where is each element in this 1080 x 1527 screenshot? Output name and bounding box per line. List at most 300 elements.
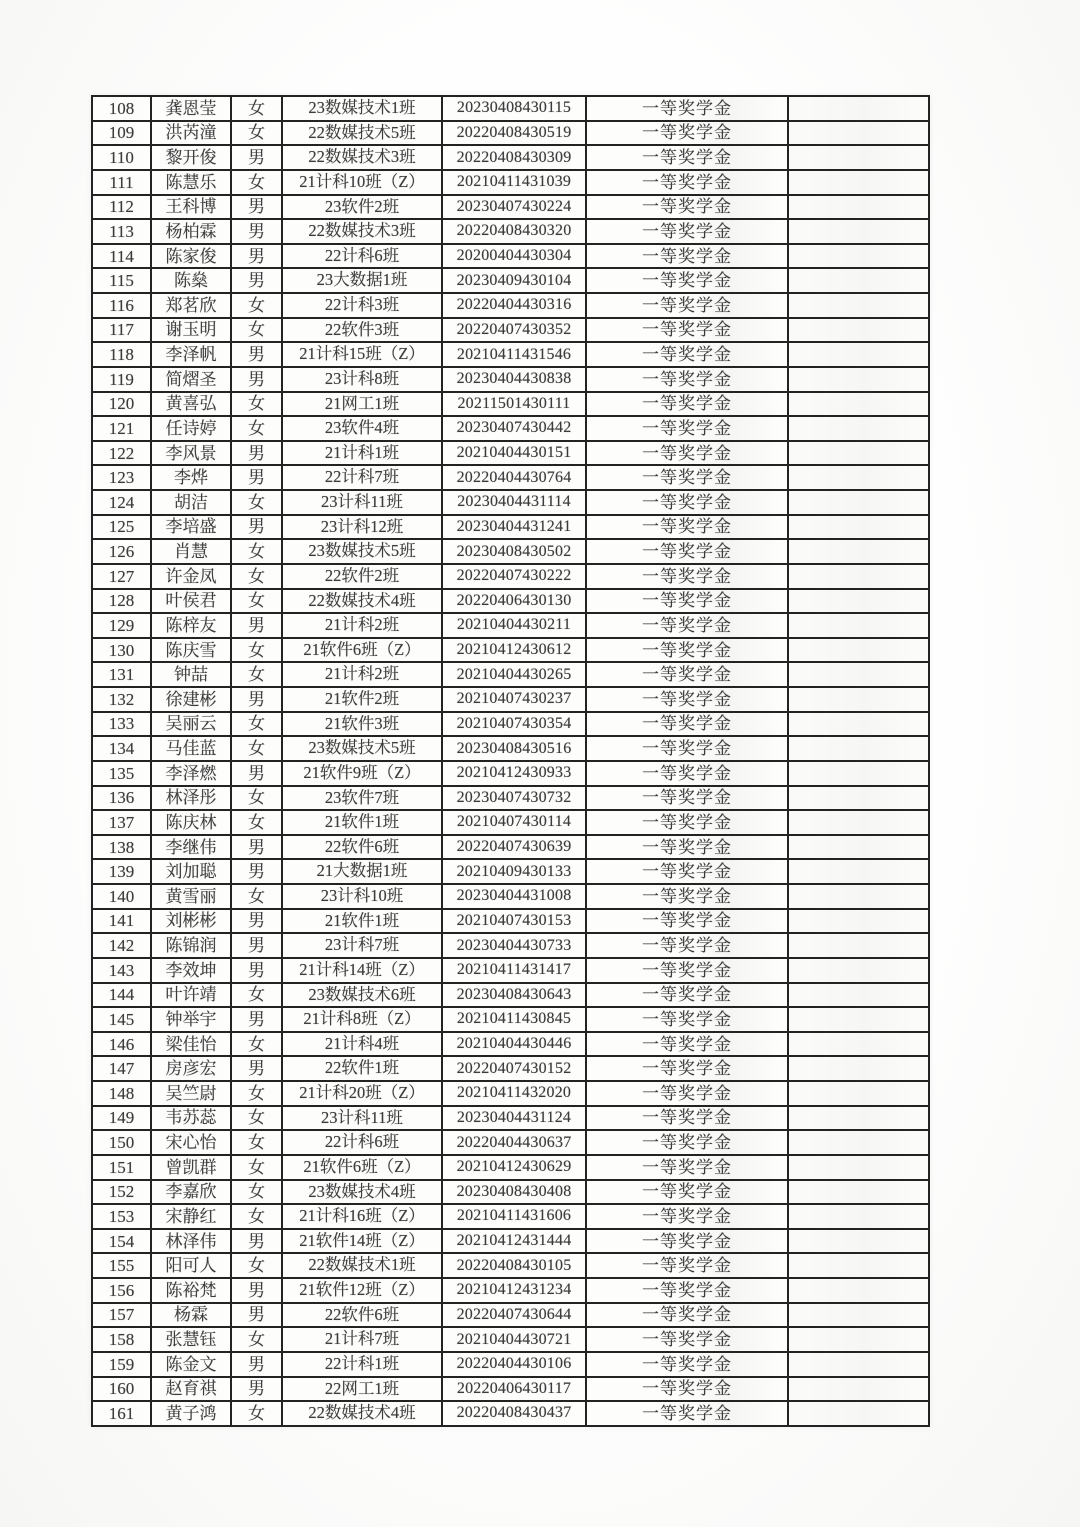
cell-class-name: 23计科8班	[283, 368, 443, 393]
cell-note-empty	[789, 688, 930, 713]
cell-note-empty	[789, 1328, 930, 1353]
cell-award: 一等奖学金	[587, 885, 789, 910]
cell-student-id: 20220406430130	[443, 590, 587, 615]
cell-gender: 女	[232, 639, 283, 664]
cell-class-name: 23软件7班	[283, 787, 443, 812]
cell-student-name: 李泽帆	[152, 343, 232, 368]
cell-note-empty	[789, 269, 930, 294]
cell-gender: 男	[232, 836, 283, 861]
cell-gender: 男	[232, 146, 283, 171]
cell-student-id: 20210411431546	[443, 343, 587, 368]
cell-gender: 男	[232, 860, 283, 885]
cell-award: 一等奖学金	[587, 787, 789, 812]
cell-class-name: 21计科8班（Z）	[283, 1008, 443, 1033]
cell-gender: 男	[232, 762, 283, 787]
cell-serial-number: 113	[93, 220, 152, 245]
cell-class-name: 21软件9班（Z）	[283, 762, 443, 787]
cell-award: 一等奖学金	[587, 836, 789, 861]
cell-student-id: 20210411431417	[443, 959, 587, 984]
cell-award: 一等奖学金	[587, 146, 789, 171]
cell-serial-number: 114	[93, 245, 152, 270]
cell-note-empty	[789, 1353, 930, 1378]
cell-award: 一等奖学金	[587, 1328, 789, 1353]
cell-award: 一等奖学金	[587, 934, 789, 959]
cell-gender: 男	[232, 245, 283, 270]
cell-gender: 男	[232, 1304, 283, 1329]
cell-serial-number: 120	[93, 393, 152, 418]
cell-student-id: 20220404430316	[443, 294, 587, 319]
cell-note-empty	[789, 713, 930, 738]
cell-class-name: 21计科1班	[283, 442, 443, 467]
cell-class-name: 23计科7班	[283, 934, 443, 959]
cell-student-id: 20230408430516	[443, 737, 587, 762]
cell-gender: 女	[232, 811, 283, 836]
cell-class-name: 22数媒技术3班	[283, 146, 443, 171]
cell-student-id: 20210404430211	[443, 614, 587, 639]
cell-student-id: 20220408430320	[443, 220, 587, 245]
cell-note-empty	[789, 491, 930, 516]
cell-student-name: 李烨	[152, 466, 232, 491]
cell-serial-number: 115	[93, 269, 152, 294]
cell-award: 一等奖学金	[587, 1205, 789, 1230]
cell-serial-number: 126	[93, 540, 152, 565]
cell-award: 一等奖学金	[587, 417, 789, 442]
cell-note-empty	[789, 614, 930, 639]
cell-gender: 男	[232, 934, 283, 959]
cell-class-name: 22软件6班	[283, 836, 443, 861]
cell-student-id: 20210411431039	[443, 171, 587, 196]
cell-class-name: 21计科15班（Z）	[283, 343, 443, 368]
cell-serial-number: 129	[93, 614, 152, 639]
cell-student-id: 20220406430117	[443, 1378, 587, 1403]
cell-gender: 女	[232, 1131, 283, 1156]
cell-student-id: 20210411431606	[443, 1205, 587, 1230]
cell-award: 一等奖学金	[587, 1230, 789, 1255]
cell-award: 一等奖学金	[587, 122, 789, 147]
cell-student-name: 阳可人	[152, 1254, 232, 1279]
cell-class-name: 21计科7班	[283, 1328, 443, 1353]
cell-student-id: 20220404430637	[443, 1131, 587, 1156]
cell-serial-number: 146	[93, 1033, 152, 1058]
cell-class-name: 21计科2班	[283, 614, 443, 639]
cell-note-empty	[789, 811, 930, 836]
cell-award: 一等奖学金	[587, 565, 789, 590]
cell-note-empty	[789, 1304, 930, 1329]
cell-student-name: 李培盛	[152, 516, 232, 541]
cell-class-name: 22数媒技术3班	[283, 220, 443, 245]
cell-gender: 女	[232, 294, 283, 319]
cell-note-empty	[789, 639, 930, 664]
cell-student-id: 20230404431124	[443, 1107, 587, 1132]
cell-gender: 女	[232, 1181, 283, 1206]
cell-serial-number: 149	[93, 1107, 152, 1132]
cell-student-id: 20210407430114	[443, 811, 587, 836]
cell-student-name: 陈慧乐	[152, 171, 232, 196]
cell-award: 一等奖学金	[587, 1057, 789, 1082]
cell-serial-number: 117	[93, 319, 152, 344]
cell-student-name: 黎开俊	[152, 146, 232, 171]
cell-note-empty	[789, 663, 930, 688]
cell-student-id: 20210409430133	[443, 860, 587, 885]
cell-gender: 女	[232, 737, 283, 762]
cell-class-name: 23计科11班	[283, 491, 443, 516]
cell-gender: 男	[232, 269, 283, 294]
cell-student-name: 任诗婷	[152, 417, 232, 442]
cell-serial-number: 112	[93, 196, 152, 221]
cell-gender: 女	[232, 1254, 283, 1279]
cell-student-name: 林泽彤	[152, 787, 232, 812]
cell-class-name: 23数媒技术4班	[283, 1181, 443, 1206]
cell-student-name: 谢玉明	[152, 319, 232, 344]
cell-award: 一等奖学金	[587, 1181, 789, 1206]
cell-class-name: 22计科1班	[283, 1353, 443, 1378]
cell-note-empty	[789, 762, 930, 787]
cell-student-id: 20210412430612	[443, 639, 587, 664]
cell-note-empty	[789, 245, 930, 270]
cell-award: 一等奖学金	[587, 245, 789, 270]
cell-student-id: 20220407430152	[443, 1057, 587, 1082]
cell-award: 一等奖学金	[587, 590, 789, 615]
cell-serial-number: 131	[93, 663, 152, 688]
cell-note-empty	[789, 294, 930, 319]
cell-award: 一等奖学金	[587, 737, 789, 762]
cell-gender: 男	[232, 1008, 283, 1033]
cell-student-name: 宋静红	[152, 1205, 232, 1230]
cell-class-name: 23软件2班	[283, 196, 443, 221]
cell-class-name: 22网工1班	[283, 1378, 443, 1403]
cell-serial-number: 128	[93, 590, 152, 615]
cell-student-id: 20210404430446	[443, 1033, 587, 1058]
cell-student-name: 杨霖	[152, 1304, 232, 1329]
cell-student-id: 20210407430237	[443, 688, 587, 713]
cell-award: 一等奖学金	[587, 959, 789, 984]
cell-serial-number: 109	[93, 122, 152, 147]
cell-note-empty	[789, 540, 930, 565]
cell-gender: 男	[232, 343, 283, 368]
cell-note-empty	[789, 836, 930, 861]
cell-serial-number: 108	[93, 97, 152, 122]
cell-student-name: 李嘉欣	[152, 1181, 232, 1206]
cell-award: 一等奖学金	[587, 1353, 789, 1378]
cell-student-name: 马佳蓝	[152, 737, 232, 762]
cell-note-empty	[789, 590, 930, 615]
cell-serial-number: 125	[93, 516, 152, 541]
cell-gender: 女	[232, 1402, 283, 1427]
cell-award: 一等奖学金	[587, 639, 789, 664]
cell-class-name: 21大数据1班	[283, 860, 443, 885]
cell-award: 一等奖学金	[587, 984, 789, 1009]
cell-serial-number: 135	[93, 762, 152, 787]
cell-award: 一等奖学金	[587, 319, 789, 344]
cell-serial-number: 154	[93, 1230, 152, 1255]
cell-student-id: 20210411430845	[443, 1008, 587, 1033]
cell-class-name: 21软件12班（Z）	[283, 1279, 443, 1304]
cell-serial-number: 152	[93, 1181, 152, 1206]
cell-note-empty	[789, 1205, 930, 1230]
cell-student-name: 吴竺尉	[152, 1082, 232, 1107]
cell-note-empty	[789, 171, 930, 196]
cell-student-id: 20210407430354	[443, 713, 587, 738]
cell-serial-number: 155	[93, 1254, 152, 1279]
cell-serial-number: 157	[93, 1304, 152, 1329]
cell-student-name: 肖慧	[152, 540, 232, 565]
cell-gender: 男	[232, 196, 283, 221]
cell-gender: 女	[232, 171, 283, 196]
cell-note-empty	[789, 1230, 930, 1255]
cell-award: 一等奖学金	[587, 1107, 789, 1132]
cell-gender: 男	[232, 516, 283, 541]
cell-note-empty	[789, 737, 930, 762]
cell-gender: 女	[232, 540, 283, 565]
cell-note-empty	[789, 122, 930, 147]
cell-student-name: 胡洁	[152, 491, 232, 516]
cell-student-id: 20230408430408	[443, 1181, 587, 1206]
cell-student-id: 20230408430643	[443, 984, 587, 1009]
cell-student-id: 20210407430153	[443, 910, 587, 935]
cell-student-name: 叶侯君	[152, 590, 232, 615]
cell-student-name: 徐建彬	[152, 688, 232, 713]
cell-note-empty	[789, 565, 930, 590]
cell-serial-number: 140	[93, 885, 152, 910]
cell-student-name: 赵育祺	[152, 1378, 232, 1403]
cell-serial-number: 147	[93, 1057, 152, 1082]
cell-award: 一等奖学金	[587, 688, 789, 713]
cell-student-name: 叶许靖	[152, 984, 232, 1009]
cell-award: 一等奖学金	[587, 466, 789, 491]
cell-class-name: 21软件6班（Z）	[283, 639, 443, 664]
cell-serial-number: 122	[93, 442, 152, 467]
cell-serial-number: 119	[93, 368, 152, 393]
cell-student-name: 郑茗欣	[152, 294, 232, 319]
cell-class-name: 21软件6班（Z）	[283, 1156, 443, 1181]
cell-student-id: 20220407430222	[443, 565, 587, 590]
cell-award: 一等奖学金	[587, 220, 789, 245]
cell-student-id: 20230407430442	[443, 417, 587, 442]
cell-serial-number: 143	[93, 959, 152, 984]
cell-student-name: 梁佳怡	[152, 1033, 232, 1058]
scholarship-table	[91, 95, 930, 1427]
cell-note-empty	[789, 860, 930, 885]
cell-award: 一等奖学金	[587, 811, 789, 836]
cell-class-name: 23数媒技术1班	[283, 97, 443, 122]
cell-note-empty	[789, 196, 930, 221]
cell-serial-number: 153	[93, 1205, 152, 1230]
cell-note-empty	[789, 97, 930, 122]
cell-student-name: 许金凤	[152, 565, 232, 590]
cell-gender: 男	[232, 220, 283, 245]
cell-class-name: 21计科10班（Z）	[283, 171, 443, 196]
cell-award: 一等奖学金	[587, 294, 789, 319]
cell-student-id: 20220408430437	[443, 1402, 587, 1427]
cell-award: 一等奖学金	[587, 516, 789, 541]
cell-serial-number: 136	[93, 787, 152, 812]
cell-class-name: 21软件1班	[283, 811, 443, 836]
cell-note-empty	[789, 1279, 930, 1304]
cell-gender: 女	[232, 663, 283, 688]
cell-serial-number: 141	[93, 910, 152, 935]
cell-note-empty	[789, 1402, 930, 1427]
cell-student-id: 20210404430151	[443, 442, 587, 467]
cell-serial-number: 159	[93, 1353, 152, 1378]
cell-class-name: 22数媒技术4班	[283, 1402, 443, 1427]
cell-gender: 男	[232, 1279, 283, 1304]
cell-gender: 女	[232, 984, 283, 1009]
cell-student-id: 20210404430265	[443, 663, 587, 688]
cell-award: 一等奖学金	[587, 1378, 789, 1403]
cell-student-id: 20230407430732	[443, 787, 587, 812]
cell-class-name: 22软件6班	[283, 1304, 443, 1329]
cell-serial-number: 127	[93, 565, 152, 590]
cell-gender: 女	[232, 885, 283, 910]
cell-serial-number: 118	[93, 343, 152, 368]
cell-class-name: 21计科14班（Z）	[283, 959, 443, 984]
cell-award: 一等奖学金	[587, 343, 789, 368]
cell-class-name: 23数媒技术5班	[283, 737, 443, 762]
cell-student-name: 简熠圣	[152, 368, 232, 393]
cell-serial-number: 130	[93, 639, 152, 664]
cell-student-name: 陈金文	[152, 1353, 232, 1378]
cell-note-empty	[789, 1057, 930, 1082]
cell-gender: 女	[232, 97, 283, 122]
cell-award: 一等奖学金	[587, 1402, 789, 1427]
cell-student-name: 洪芮潼	[152, 122, 232, 147]
cell-student-id: 20230404431241	[443, 516, 587, 541]
cell-class-name: 21计科2班	[283, 663, 443, 688]
cell-student-name: 林泽伟	[152, 1230, 232, 1255]
cell-student-id: 20220404430106	[443, 1353, 587, 1378]
cell-student-id: 20210412431234	[443, 1279, 587, 1304]
cell-student-id: 20220407430639	[443, 836, 587, 861]
cell-gender: 男	[232, 614, 283, 639]
cell-student-name: 钟喆	[152, 663, 232, 688]
cell-student-id: 20220407430644	[443, 1304, 587, 1329]
cell-serial-number: 145	[93, 1008, 152, 1033]
cell-serial-number: 134	[93, 737, 152, 762]
cell-student-name: 王科博	[152, 196, 232, 221]
cell-serial-number: 151	[93, 1156, 152, 1181]
cell-note-empty	[789, 1008, 930, 1033]
cell-gender: 男	[232, 368, 283, 393]
cell-student-id: 20220408430309	[443, 146, 587, 171]
cell-class-name: 22软件1班	[283, 1057, 443, 1082]
cell-gender: 女	[232, 1328, 283, 1353]
cell-class-name: 23数媒技术6班	[283, 984, 443, 1009]
cell-gender: 男	[232, 442, 283, 467]
cell-student-name: 陈锦润	[152, 934, 232, 959]
cell-award: 一等奖学金	[587, 1156, 789, 1181]
cell-student-id: 20210412430933	[443, 762, 587, 787]
cell-student-name: 刘彬彬	[152, 910, 232, 935]
cell-gender: 男	[232, 1353, 283, 1378]
cell-gender: 女	[232, 417, 283, 442]
cell-note-empty	[789, 516, 930, 541]
cell-student-id: 20220407430352	[443, 319, 587, 344]
cell-gender: 女	[232, 1156, 283, 1181]
cell-serial-number: 133	[93, 713, 152, 738]
cell-student-id: 20220408430519	[443, 122, 587, 147]
cell-award: 一等奖学金	[587, 1008, 789, 1033]
cell-award: 一等奖学金	[587, 171, 789, 196]
cell-student-name: 陈庆雪	[152, 639, 232, 664]
cell-award: 一等奖学金	[587, 269, 789, 294]
cell-note-empty	[789, 1378, 930, 1403]
cell-gender: 女	[232, 713, 283, 738]
cell-student-name: 陈裕梵	[152, 1279, 232, 1304]
cell-note-empty	[789, 343, 930, 368]
cell-gender: 女	[232, 1107, 283, 1132]
cell-class-name: 23计科10班	[283, 885, 443, 910]
cell-serial-number: 150	[93, 1131, 152, 1156]
cell-note-empty	[789, 1181, 930, 1206]
cell-student-id: 20230409430104	[443, 269, 587, 294]
cell-award: 一等奖学金	[587, 1033, 789, 1058]
cell-class-name: 23计科12班	[283, 516, 443, 541]
cell-student-name: 张慧钰	[152, 1328, 232, 1353]
cell-class-name: 21软件2班	[283, 688, 443, 713]
cell-student-id: 20220408430105	[443, 1254, 587, 1279]
cell-student-id: 20200404430304	[443, 245, 587, 270]
cell-student-id: 20230404430838	[443, 368, 587, 393]
cell-class-name: 22数媒技术5班	[283, 122, 443, 147]
cell-gender: 女	[232, 787, 283, 812]
cell-student-name: 李风景	[152, 442, 232, 467]
cell-award: 一等奖学金	[587, 540, 789, 565]
cell-serial-number: 116	[93, 294, 152, 319]
cell-student-name: 陈家俊	[152, 245, 232, 270]
cell-gender: 女	[232, 491, 283, 516]
cell-note-empty	[789, 1254, 930, 1279]
cell-class-name: 22计科7班	[283, 466, 443, 491]
cell-serial-number: 148	[93, 1082, 152, 1107]
cell-award: 一等奖学金	[587, 713, 789, 738]
cell-student-id: 20210411432020	[443, 1082, 587, 1107]
cell-award: 一等奖学金	[587, 614, 789, 639]
cell-student-name: 陈庆林	[152, 811, 232, 836]
cell-award: 一等奖学金	[587, 491, 789, 516]
cell-serial-number: 111	[93, 171, 152, 196]
cell-award: 一等奖学金	[587, 1254, 789, 1279]
cell-student-name: 黄雪丽	[152, 885, 232, 910]
cell-student-id: 20210412431444	[443, 1230, 587, 1255]
cell-student-id: 20210404430721	[443, 1328, 587, 1353]
cell-gender: 女	[232, 1082, 283, 1107]
cell-award: 一等奖学金	[587, 1304, 789, 1329]
cell-class-name: 22计科6班	[283, 1131, 443, 1156]
cell-note-empty	[789, 442, 930, 467]
cell-note-empty	[789, 1033, 930, 1058]
cell-gender: 女	[232, 319, 283, 344]
cell-class-name: 23计科11班	[283, 1107, 443, 1132]
cell-class-name: 23软件4班	[283, 417, 443, 442]
cell-note-empty	[789, 885, 930, 910]
cell-student-name: 杨柏霖	[152, 220, 232, 245]
cell-class-name: 22软件3班	[283, 319, 443, 344]
cell-class-name: 22软件2班	[283, 565, 443, 590]
cell-student-name: 吴丽云	[152, 713, 232, 738]
cell-serial-number: 161	[93, 1402, 152, 1427]
cell-award: 一等奖学金	[587, 1279, 789, 1304]
cell-student-name: 韦苏蕊	[152, 1107, 232, 1132]
cell-award: 一等奖学金	[587, 860, 789, 885]
cell-class-name: 21网工1班	[283, 393, 443, 418]
cell-award: 一等奖学金	[587, 762, 789, 787]
cell-class-name: 21软件3班	[283, 713, 443, 738]
cell-serial-number: 139	[93, 860, 152, 885]
cell-award: 一等奖学金	[587, 910, 789, 935]
cell-class-name: 21计科4班	[283, 1033, 443, 1058]
cell-note-empty	[789, 220, 930, 245]
cell-note-empty	[789, 1131, 930, 1156]
